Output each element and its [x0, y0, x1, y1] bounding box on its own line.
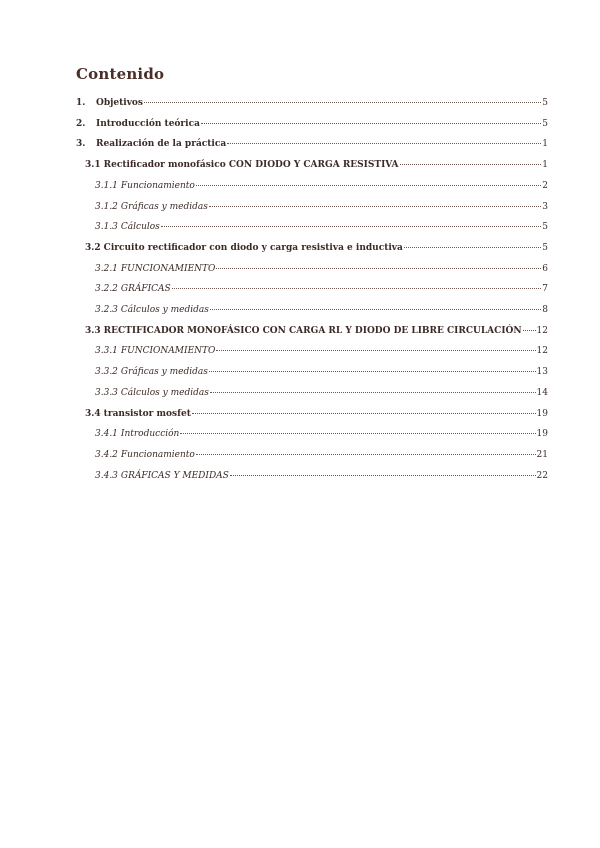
toc-entry[interactable] [85, 156, 548, 170]
toc-entry-page-number: 22 [536, 470, 548, 481]
toc-entry-label: transistor mosfet [103, 408, 191, 419]
toc-entry-page-number: 12 [536, 346, 548, 357]
toc-entry-page-number: 3 [542, 201, 548, 212]
toc-dot-leader [523, 320, 536, 331]
toc-entry-number: 3.4.3 [95, 470, 118, 481]
toc-entry-number: 3.3.3 [95, 387, 118, 398]
toc-entry-label: Funcionamiento [120, 449, 195, 460]
toc-dot-leader [161, 216, 541, 227]
toc-entry-label: Objetivos [96, 98, 143, 108]
toc-entry-number: 3. [76, 139, 86, 150]
toc-dot-leader [196, 175, 541, 186]
toc-dot-leader [192, 403, 536, 414]
toc-entry-number: 3.3.1 [95, 346, 118, 357]
toc-entry-label: Gráficas y medidas [120, 367, 208, 378]
toc-entry[interactable] [76, 115, 548, 129]
toc-dot-leader [201, 113, 541, 124]
toc-entry-label: GRÁFICAS Y MEDIDAS [120, 470, 229, 481]
toc-entry-number: 3.2.1 [95, 263, 118, 274]
toc-entry-number: 3.1.2 [95, 201, 118, 212]
toc-entry-number: 3.4 [85, 408, 101, 419]
toc-entry-number: 3.3.2 [95, 367, 118, 378]
toc-title: Contenido [76, 65, 165, 83]
toc-entry-number: 2. [76, 118, 86, 129]
toc-entry-label: Circuito rectificador con diodo y carga resistiva e inductiva [103, 242, 403, 253]
toc-dot-leader [216, 258, 541, 269]
toc-entry-page-number: 12 [536, 325, 548, 336]
toc-entry-label: FUNCIONAMIENTO [120, 346, 216, 357]
toc-entry-number: 3.1.1 [95, 180, 118, 191]
toc-entry-page-number: 19 [536, 408, 548, 419]
toc-entry-page-number: 5 [542, 118, 548, 129]
toc-entry[interactable] [95, 446, 548, 460]
toc-entry-number: 3.3 [85, 325, 101, 336]
toc-entry[interactable] [95, 301, 548, 315]
toc-entry-number: 1. [76, 98, 86, 108]
toc-dot-leader [172, 278, 541, 289]
toc-entry-label: FUNCIONAMIENTO [120, 263, 216, 274]
toc-entry-number: 3.2 [85, 242, 101, 253]
toc-entry-number: 3.1.3 [95, 222, 118, 233]
toc-entry[interactable] [95, 363, 548, 377]
toc-entry[interactable] [95, 198, 548, 212]
toc-dot-leader [196, 444, 536, 455]
toc-dot-leader [404, 237, 541, 248]
toc-entry[interactable] [95, 467, 548, 481]
toc-entry[interactable] [95, 218, 548, 232]
toc-entry-page-number: 5 [542, 98, 548, 108]
toc-entry[interactable] [76, 94, 548, 108]
toc-entry-label: Cálculos y medidas [120, 305, 209, 315]
toc-entry-page-number: 1 [542, 160, 548, 171]
toc-entry-label: GRÁFICAS [120, 284, 171, 295]
toc-entry[interactable] [95, 177, 548, 191]
toc-entry-label: Cálculos y medidas [120, 387, 209, 398]
toc-entry[interactable] [85, 405, 548, 419]
toc-entry-number: 3.1 [85, 160, 101, 171]
toc-entry-page-number: 5 [542, 222, 548, 233]
toc-entry-number: 3.4.1 [95, 429, 118, 440]
toc-entry-page-number: 6 [542, 263, 548, 274]
toc-entry-page-number: 21 [536, 449, 548, 460]
toc-entry-page-number: 2 [542, 180, 548, 191]
toc-entry[interactable] [85, 322, 548, 336]
toc-entry-page-number: 1 [542, 139, 548, 150]
toc-dot-leader [230, 465, 536, 476]
toc-entry-page-number: 19 [536, 429, 548, 440]
toc-entry[interactable] [95, 342, 548, 356]
toc-entry-label: Introducción teórica [96, 118, 200, 129]
toc-entry-label: Gráficas y medidas [120, 201, 208, 212]
toc-entry-page-number: 8 [542, 305, 548, 315]
toc-dot-leader [180, 423, 535, 434]
toc-entry[interactable] [76, 135, 548, 149]
toc-entry-label: RECTIFICADOR MONOFÁSICO CON CARGA RL Y DIODO DE LIBRE CIRCULACIÓN [103, 325, 522, 336]
toc-dot-leader [227, 133, 541, 144]
toc-entry-label: Rectificador monofásico CON DIODO Y CARGA RESISTIVA [103, 160, 399, 171]
toc-entry-label: Realización de la práctica [96, 139, 227, 150]
toc-dot-leader [210, 382, 536, 393]
toc-entry-number: 3.2.3 [95, 305, 118, 315]
toc-entry-label: Cálculos [120, 222, 160, 233]
toc-entry[interactable] [95, 384, 548, 398]
toc-entry[interactable] [95, 280, 548, 294]
toc-dot-leader [144, 92, 541, 103]
toc-entry-number: 3.4.2 [95, 449, 118, 460]
toc-entry[interactable] [95, 425, 548, 439]
toc-entry-page-number: 5 [542, 242, 548, 253]
toc-dot-leader [209, 361, 536, 372]
toc-entry-label: Funcionamiento [120, 180, 195, 191]
toc-dot-leader [209, 196, 541, 207]
toc-entry-page-number: 13 [536, 367, 548, 378]
toc-entry-label: Introducción [120, 429, 180, 440]
toc-dot-leader [400, 154, 541, 165]
toc-entry-number: 3.2.2 [95, 284, 118, 295]
toc-entry-page-number: 7 [542, 284, 548, 295]
toc-entry[interactable] [95, 260, 548, 274]
toc-entry-page-number: 14 [536, 387, 548, 398]
toc-entry[interactable] [85, 239, 548, 253]
toc-dot-leader [216, 340, 535, 351]
toc-dot-leader [210, 299, 541, 310]
